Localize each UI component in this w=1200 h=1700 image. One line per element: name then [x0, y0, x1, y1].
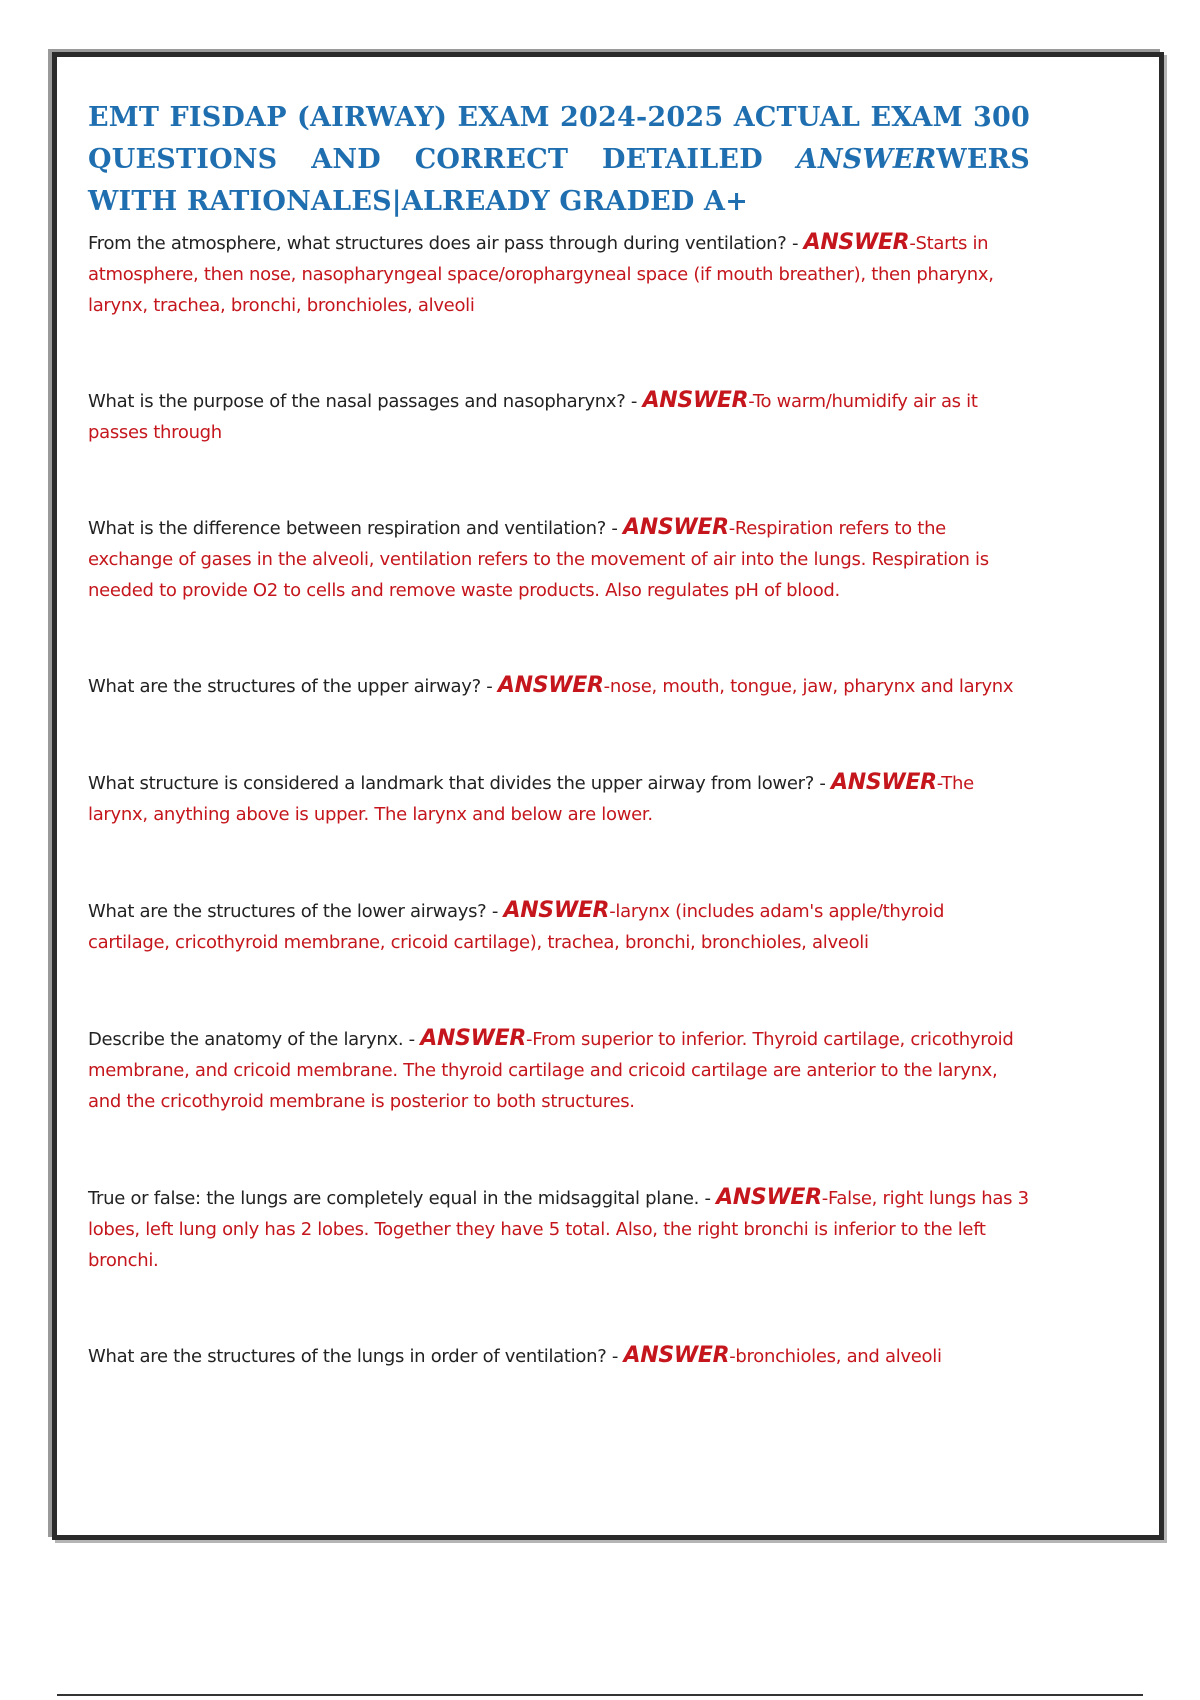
answer-label: ANSWER — [503, 898, 610, 923]
answer-text: -False, right lungs has 3 lobes, left lung only has 2 lobes. Together they have 5 total. Also, the right bronchi is inferior to the left bronchi. — [88, 1188, 1029, 1271]
question-text: What is the difference between respiration and ventilation? - — [88, 518, 623, 539]
qa-item-2 — [88, 385, 1030, 448]
qa-item-8 — [88, 1182, 1030, 1276]
question-text: What structure is considered a landmark that divides the upper airway from lower? - — [88, 773, 832, 794]
question-text: Describe the anatomy of the larynx. - — [88, 1029, 421, 1050]
answer-label: ANSWER — [420, 1026, 526, 1051]
question-text: From the atmosphere, what structures does air pass through during ventilation? - — [88, 233, 804, 254]
answer-text: -bronchioles, and alveoli — [729, 1346, 942, 1367]
answer-label: ANSWER — [623, 1343, 730, 1368]
answer-text: -To warm/humidify air as it passes through — [88, 391, 978, 443]
answer-text: -larynx (includes adam's apple/thyroid cartilage, cricothyroid membrane, cricoid cartilage), trachea, bronchi, bronchioles, alveoli — [88, 901, 945, 953]
answer-text: -nose, mouth, tongue, jaw, pharynx and larynx — [603, 676, 1014, 697]
answer-text: -From superior to inferior. Thyroid cartilage, cricothyroid membrane, and cricoid membrane. The thyroid cartilage and cricoid cartilage are anterior to the larynx, and the cricothyroid membrane is posterior to both structures. — [88, 1029, 1014, 1112]
qa-item-6 — [88, 895, 1030, 958]
answer-text: -The larynx, anything above is upper. The larynx and below are lower. — [88, 773, 974, 825]
answer-label: ANSWER — [803, 230, 910, 255]
document-title — [88, 97, 1030, 223]
answer-label: ANSWER — [623, 515, 729, 540]
bottom-divider — [57, 1694, 1143, 1696]
qa-item-5 — [88, 767, 1030, 830]
question-text: What are the structures of the upper airway? - — [88, 676, 498, 697]
answer-label: ANSWER — [831, 770, 937, 795]
answer-label: ANSWER — [716, 1185, 822, 1210]
document-content — [88, 97, 1030, 1372]
qa-item-7 — [88, 1023, 1030, 1117]
qa-item-1 — [88, 227, 1030, 321]
answer-label: ANSWER — [497, 673, 604, 698]
answer-label: ANSWER — [642, 388, 749, 413]
qa-item-3 — [88, 512, 1030, 606]
question-text: True or false: the lungs are completely equal in the midsaggital plane. - — [88, 1188, 717, 1209]
question-text: What are the structures of the lungs in order of ventilation? - — [88, 1346, 624, 1367]
question-text: What is the purpose of the nasal passages and nasopharynx? - — [88, 391, 643, 412]
answer-text: -Respiration refers to the exchange of gases in the alveoli, ventilation refers to the movement of air into the lungs. Respiration is needed to provide O2 to cells and remove waste products. Also regulates pH of blood. — [88, 518, 989, 601]
answer-text: -Starts in atmosphere, then nose, nasopharyngeal space/orophargyneal space (if mouth breather), then pharynx, larynx, trachea, bronchi, bronchioles, alveoli — [88, 233, 994, 316]
title-italic-word: ANSWER — [796, 144, 937, 175]
question-text: What are the structures of the lower airways? - — [88, 901, 504, 922]
qa-item-4 — [88, 670, 1030, 702]
qa-item-9 — [88, 1340, 1030, 1372]
title-part-2: WERS WITH RATIONALES|ALREADY GRADED A+ — [88, 144, 1030, 217]
title-part-1: EMT FISDAP (AIRWAY) EXAM 2024-2025 ACTUAL EXAM 300 QUESTIONS AND CORRECT DETAILED — [88, 102, 1030, 175]
